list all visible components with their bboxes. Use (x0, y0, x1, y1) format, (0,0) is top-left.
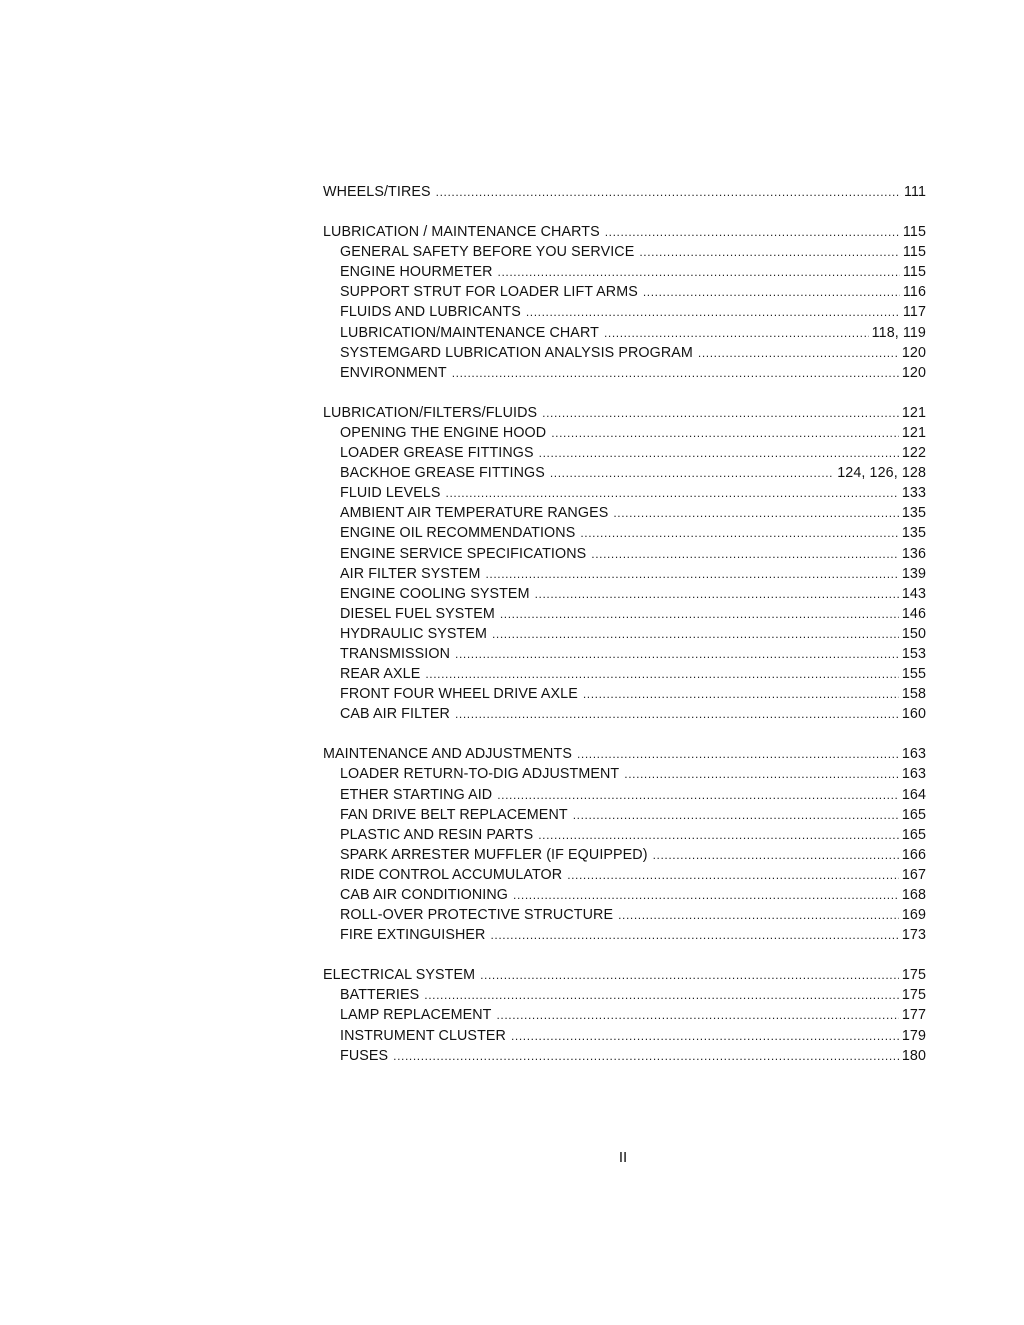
toc-entry-label: BATTERIES (340, 987, 420, 1004)
toc-page-number: 177 (901, 1007, 926, 1024)
toc-entry[interactable] (323, 985, 926, 1005)
toc-entry-label: LOADER RETURN-TO-DIG ADJUSTMENT (340, 766, 620, 783)
dot-leader (455, 704, 899, 724)
dot-leader (624, 764, 899, 784)
dot-leader (446, 483, 899, 503)
toc-entry-label: INSTRUMENT CLUSTER (340, 1027, 506, 1044)
toc-entry[interactable] (323, 544, 926, 564)
dot-leader (490, 925, 898, 945)
toc-entry-label: ETHER STARTING AID (340, 786, 493, 803)
toc-page-number: 116 (902, 284, 926, 301)
dot-leader (436, 182, 901, 202)
toc-entry[interactable] (323, 865, 926, 885)
toc-entry[interactable] (323, 584, 926, 604)
toc-page-number: 115 (902, 264, 926, 281)
dot-leader (542, 403, 899, 423)
toc-entry-label: ENGINE HOURMETER (340, 264, 493, 281)
toc-entry-label: AMBIENT AIR TEMPERATURE RANGES (340, 505, 609, 522)
toc-entry[interactable] (323, 1026, 926, 1046)
toc-entry[interactable] (323, 343, 926, 363)
dot-leader (583, 684, 899, 704)
table-of-contents (323, 182, 926, 1086)
toc-entry-label: ENGINE COOLING SYSTEM (340, 585, 530, 602)
toc-entry[interactable] (323, 684, 926, 704)
toc-entry-label: FUSES (340, 1047, 389, 1064)
toc-entry-label: ENGINE OIL RECOMMENDATIONS (340, 525, 576, 542)
page-footer (0, 1149, 1024, 1166)
toc-page-number: 175 (901, 987, 926, 1004)
toc-entry-label: ROLL-OVER PROTECTIVE STRUCTURE (340, 907, 614, 924)
toc-page-number: 121 (901, 424, 926, 441)
dot-leader (511, 1026, 899, 1046)
dot-leader (535, 584, 899, 604)
toc-page-number: 158 (901, 686, 926, 703)
toc-page-number: 146 (901, 605, 926, 622)
dot-leader (425, 664, 898, 684)
toc-page-number: 163 (901, 766, 926, 783)
toc-entry[interactable] (323, 483, 926, 503)
dot-leader (580, 523, 899, 543)
toc-page-number: 167 (901, 866, 926, 883)
toc-page-number: 120 (901, 344, 926, 361)
toc-entry[interactable] (323, 323, 926, 343)
dot-leader (613, 503, 899, 523)
toc-entry-label: RIDE CONTROL ACCUMULATOR (340, 866, 563, 883)
toc-page-number: 120 (901, 364, 926, 381)
dot-leader (393, 1046, 899, 1066)
toc-page-number: 163 (901, 746, 926, 763)
toc-page-number: 153 (901, 645, 926, 662)
dot-leader (577, 744, 899, 764)
toc-entry[interactable] (323, 825, 926, 845)
dot-leader (526, 302, 900, 322)
toc-section-electrical-system (323, 965, 926, 1065)
dot-leader (455, 644, 899, 664)
toc-page-number: 139 (901, 565, 926, 582)
toc-entry[interactable] (323, 644, 926, 664)
toc-heading[interactable] (323, 182, 926, 202)
toc-entry[interactable] (323, 443, 926, 463)
toc-page-number: 115 (902, 244, 926, 261)
toc-entry-label: CAB AIR FILTER (340, 706, 450, 723)
dot-leader (591, 544, 899, 564)
page-number: II (618, 1149, 628, 1166)
toc-entry-label: HYDRAULIC SYSTEM (340, 625, 487, 642)
dot-leader (498, 262, 900, 282)
toc-page-number: 124, 126, 128 (837, 465, 926, 482)
toc-page-number: 179 (901, 1027, 926, 1044)
dot-leader (500, 604, 899, 624)
toc-entry-label: CAB AIR CONDITIONING (340, 887, 509, 903)
toc-entry[interactable] (323, 242, 926, 262)
dot-leader (573, 805, 899, 825)
toc-entry[interactable] (323, 262, 926, 282)
dot-leader (485, 564, 898, 584)
toc-page-number: 115 (902, 224, 926, 241)
toc-entry-label: BACKHOE GREASE FITTINGS (340, 465, 545, 482)
toc-heading[interactable] (323, 744, 926, 764)
toc-page-number: 150 (901, 625, 926, 642)
toc-page-number: 117 (902, 304, 926, 321)
toc-entry-label: SUPPORT STRUT FOR LOADER LIFT ARMS (340, 284, 638, 301)
toc-section-lubrication-maintenance-charts (323, 222, 926, 383)
toc-page-number: 122 (901, 445, 926, 462)
toc-entry[interactable] (323, 905, 926, 925)
dot-leader (538, 825, 899, 845)
toc-heading-title: WHEELS/TIRES (323, 184, 431, 200)
dot-leader (550, 463, 834, 483)
toc-page-number: 165 (901, 826, 926, 843)
dot-leader (513, 885, 899, 905)
dot-leader (653, 845, 899, 865)
toc-entry[interactable] (323, 624, 926, 644)
toc-entry-label: FIRE EXTINGUISHER (340, 927, 486, 944)
toc-entry[interactable] (323, 564, 926, 584)
dot-leader (605, 222, 900, 242)
toc-entry[interactable] (323, 664, 926, 684)
toc-page-number: 175 (901, 967, 926, 984)
toc-heading[interactable] (323, 403, 926, 423)
toc-entry-label: DIESEL FUEL SYSTEM (340, 605, 495, 622)
toc-page-number: 118, 119 (871, 324, 926, 341)
toc-entry[interactable] (323, 1005, 926, 1025)
toc-entry[interactable] (323, 423, 926, 443)
dot-leader (539, 443, 899, 463)
toc-entry[interactable] (323, 363, 926, 383)
toc-page-number: 169 (901, 907, 926, 924)
toc-entry-label: SYSTEMGARD LUBRICATION ANALYSIS PROGRAM (340, 344, 693, 361)
dot-leader (618, 905, 899, 925)
toc-entry-label: SPARK ARRESTER MUFFLER (IF EQUIPPED) (340, 846, 648, 863)
toc-heading[interactable] (323, 222, 926, 242)
dot-leader (643, 282, 900, 302)
toc-entry-label: LUBRICATION/MAINTENANCE CHART (340, 324, 599, 341)
toc-entry[interactable] (323, 604, 926, 624)
toc-page-number: 111 (903, 184, 926, 200)
toc-entry[interactable] (323, 785, 926, 805)
toc-entry-label: FAN DRIVE BELT REPLACEMENT (340, 806, 568, 823)
toc-heading-title: LUBRICATION / MAINTENANCE CHARTS (323, 224, 600, 241)
dot-leader (497, 785, 899, 805)
toc-entry[interactable] (323, 523, 926, 543)
toc-page-number: 135 (901, 505, 926, 522)
toc-entry-label: FLUID LEVELS (340, 485, 441, 502)
toc-entry-label: AIR FILTER SYSTEM (340, 565, 481, 582)
toc-heading[interactable] (323, 965, 926, 985)
dot-leader (567, 865, 899, 885)
dot-leader (497, 1005, 899, 1025)
toc-section-maintenance-adjustments (323, 744, 926, 945)
toc-section-lubrication-filters-fluids (323, 403, 926, 725)
toc-entry-label: LAMP REPLACEMENT (340, 1007, 492, 1024)
toc-section-wheels-tires (323, 182, 926, 202)
toc-entry[interactable] (323, 885, 926, 905)
toc-page-number: 136 (901, 545, 926, 562)
dot-leader (424, 985, 899, 1005)
toc-entry[interactable] (323, 302, 926, 322)
toc-page-number: 155 (901, 666, 926, 683)
toc-page-number: 166 (901, 846, 926, 863)
toc-entry[interactable] (323, 1046, 926, 1066)
toc-entry-label: ENGINE SERVICE SPECIFICATIONS (340, 545, 587, 562)
dot-leader (452, 363, 899, 383)
toc-entry[interactable] (323, 282, 926, 302)
toc-entry-label: LOADER GREASE FITTINGS (340, 445, 534, 462)
toc-page-number: 121 (901, 404, 926, 421)
dot-leader (698, 343, 899, 363)
toc-entry-label: FRONT FOUR WHEEL DRIVE AXLE (340, 686, 578, 703)
toc-page-number: 173 (901, 927, 926, 944)
dot-leader (551, 423, 899, 443)
toc-page-number: 135 (901, 525, 926, 542)
toc-entry-label: FLUIDS AND LUBRICANTS (340, 304, 521, 321)
toc-page-number: 160 (901, 706, 926, 723)
toc-page-number: 133 (901, 485, 926, 502)
toc-entry[interactable] (323, 845, 926, 865)
toc-entry[interactable] (323, 764, 926, 784)
toc-entry[interactable] (323, 503, 926, 523)
toc-heading-title: LUBRICATION/FILTERS/FLUIDS (323, 404, 538, 421)
toc-entry[interactable] (323, 463, 926, 483)
toc-page-number: 168 (901, 887, 926, 903)
dot-leader (480, 965, 899, 985)
toc-page-number: 180 (901, 1047, 926, 1064)
toc-heading-title: MAINTENANCE AND ADJUSTMENTS (323, 746, 572, 763)
toc-entry-label: OPENING THE ENGINE HOOD (340, 424, 547, 441)
toc-entry-label: GENERAL SAFETY BEFORE YOU SERVICE (340, 244, 635, 261)
toc-heading-title: ELECTRICAL SYSTEM (323, 967, 476, 984)
dot-leader (604, 323, 869, 343)
toc-entry[interactable] (323, 805, 926, 825)
toc-entry[interactable] (323, 925, 926, 945)
toc-entry-label: ENVIRONMENT (340, 364, 447, 381)
dot-leader (639, 242, 900, 262)
toc-entry-label: PLASTIC AND RESIN PARTS (340, 826, 534, 843)
dot-leader (492, 624, 899, 644)
toc-page-number: 164 (901, 786, 926, 803)
toc-page-number: 143 (901, 585, 926, 602)
toc-entry-label: TRANSMISSION (340, 645, 451, 662)
toc-page-number: 165 (901, 806, 926, 823)
toc-entry[interactable] (323, 704, 926, 724)
toc-entry-label: REAR AXLE (340, 666, 421, 683)
